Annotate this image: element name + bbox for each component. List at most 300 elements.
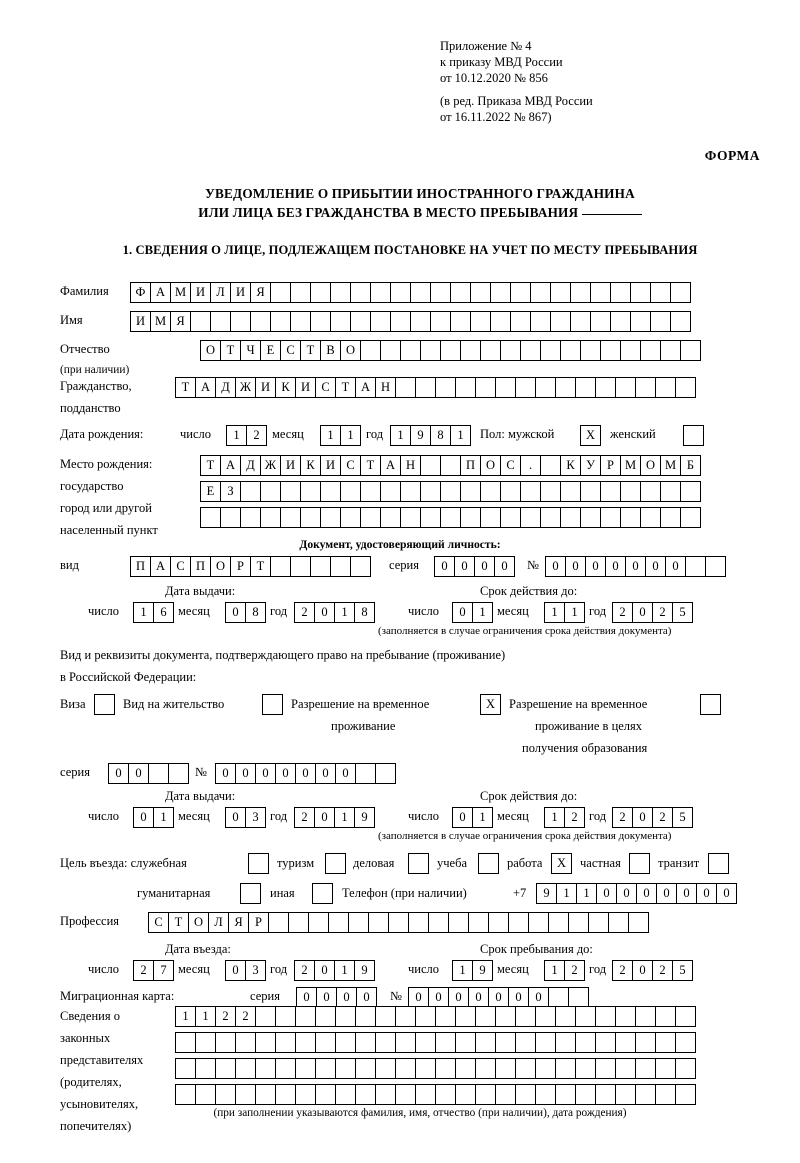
char-cell[interactable]: 0: [565, 556, 586, 577]
residence-permit-checkbox[interactable]: [262, 694, 283, 715]
char-cell[interactable]: [420, 455, 441, 476]
char-cell[interactable]: [355, 1032, 376, 1053]
stay-valid-day-input[interactable]: [452, 807, 492, 828]
char-cell[interactable]: К: [560, 455, 581, 476]
char-cell[interactable]: [560, 481, 581, 502]
char-cell[interactable]: [360, 340, 381, 361]
char-cell[interactable]: 0: [645, 556, 666, 577]
char-cell[interactable]: 1: [564, 602, 585, 623]
char-cell[interactable]: [268, 912, 289, 933]
char-cell[interactable]: [395, 1058, 416, 1079]
char-cell[interactable]: [190, 311, 211, 332]
char-cell[interactable]: Т: [335, 377, 356, 398]
char-cell[interactable]: [148, 763, 169, 784]
char-cell[interactable]: С: [500, 455, 521, 476]
char-cell[interactable]: [440, 481, 461, 502]
char-cell[interactable]: [350, 282, 371, 303]
char-cell[interactable]: [455, 1084, 476, 1105]
char-cell[interactable]: [230, 311, 251, 332]
char-cell[interactable]: [680, 340, 701, 361]
char-cell[interactable]: [595, 377, 616, 398]
char-cell[interactable]: О: [340, 340, 361, 361]
char-cell[interactable]: В: [320, 340, 341, 361]
char-cell[interactable]: И: [280, 455, 301, 476]
patronymic-input[interactable]: [200, 340, 700, 361]
char-cell[interactable]: 0: [225, 807, 246, 828]
char-cell[interactable]: [510, 282, 531, 303]
char-cell[interactable]: [490, 282, 511, 303]
char-cell[interactable]: [528, 912, 549, 933]
char-cell[interactable]: [520, 481, 541, 502]
char-cell[interactable]: [615, 1032, 636, 1053]
char-cell[interactable]: Ж: [260, 455, 281, 476]
char-cell[interactable]: [595, 1058, 616, 1079]
birth-day-input[interactable]: [226, 425, 266, 446]
char-cell[interactable]: [388, 912, 409, 933]
char-cell[interactable]: [580, 481, 601, 502]
char-cell[interactable]: [635, 1058, 656, 1079]
char-cell[interactable]: [370, 311, 391, 332]
legal-rep-line-3-input[interactable]: [175, 1058, 695, 1079]
char-cell[interactable]: И: [190, 282, 211, 303]
char-cell[interactable]: [515, 1084, 536, 1105]
char-cell[interactable]: Р: [600, 455, 621, 476]
char-cell[interactable]: [175, 1032, 196, 1053]
migration-series-input[interactable]: [296, 987, 376, 1008]
char-cell[interactable]: [375, 1084, 396, 1105]
char-cell[interactable]: [395, 377, 416, 398]
char-cell[interactable]: [500, 507, 521, 528]
char-cell[interactable]: [475, 1006, 496, 1027]
char-cell[interactable]: [450, 282, 471, 303]
char-cell[interactable]: [415, 377, 436, 398]
char-cell[interactable]: 2: [215, 1006, 236, 1027]
char-cell[interactable]: Т: [200, 455, 221, 476]
stay-until-day-input[interactable]: [452, 960, 492, 981]
char-cell[interactable]: А: [380, 455, 401, 476]
char-cell[interactable]: [448, 912, 469, 933]
char-cell[interactable]: [610, 282, 631, 303]
char-cell[interactable]: 0: [316, 987, 337, 1008]
char-cell[interactable]: [555, 1032, 576, 1053]
char-cell[interactable]: [455, 377, 476, 398]
char-cell[interactable]: 1: [133, 602, 154, 623]
char-cell[interactable]: [575, 1032, 596, 1053]
char-cell[interactable]: [175, 1058, 196, 1079]
char-cell[interactable]: 0: [335, 763, 356, 784]
char-cell[interactable]: О: [188, 912, 209, 933]
char-cell[interactable]: 0: [448, 987, 469, 1008]
char-cell[interactable]: [330, 311, 351, 332]
char-cell[interactable]: М: [170, 282, 191, 303]
char-cell[interactable]: 2: [294, 602, 315, 623]
char-cell[interactable]: 0: [632, 602, 653, 623]
char-cell[interactable]: [640, 340, 661, 361]
char-cell[interactable]: [310, 282, 331, 303]
entry-month-input[interactable]: [225, 960, 265, 981]
char-cell[interactable]: 0: [468, 987, 489, 1008]
doc-kind-input[interactable]: [130, 556, 370, 577]
char-cell[interactable]: [270, 282, 291, 303]
char-cell[interactable]: 0: [716, 883, 737, 904]
char-cell[interactable]: [255, 1006, 276, 1027]
char-cell[interactable]: 9: [410, 425, 431, 446]
char-cell[interactable]: [420, 481, 441, 502]
char-cell[interactable]: [435, 377, 456, 398]
char-cell[interactable]: [308, 912, 329, 933]
char-cell[interactable]: [428, 912, 449, 933]
char-cell[interactable]: 1: [472, 602, 493, 623]
char-cell[interactable]: 2: [564, 807, 585, 828]
char-cell[interactable]: 9: [536, 883, 557, 904]
char-cell[interactable]: 0: [314, 602, 335, 623]
char-cell[interactable]: [660, 507, 681, 528]
char-cell[interactable]: [255, 1084, 276, 1105]
char-cell[interactable]: 0: [356, 987, 377, 1008]
char-cell[interactable]: [355, 1058, 376, 1079]
char-cell[interactable]: 0: [225, 960, 246, 981]
char-cell[interactable]: [275, 1084, 296, 1105]
char-cell[interactable]: 0: [616, 883, 637, 904]
char-cell[interactable]: 0: [596, 883, 617, 904]
char-cell[interactable]: [255, 1058, 276, 1079]
char-cell[interactable]: [640, 481, 661, 502]
char-cell[interactable]: 2: [294, 960, 315, 981]
char-cell[interactable]: [535, 1084, 556, 1105]
char-cell[interactable]: 0: [296, 987, 317, 1008]
entry-day-input[interactable]: [133, 960, 173, 981]
char-cell[interactable]: [355, 1006, 376, 1027]
char-cell[interactable]: [655, 1032, 676, 1053]
char-cell[interactable]: 0: [314, 960, 335, 981]
char-cell[interactable]: А: [150, 282, 171, 303]
char-cell[interactable]: [600, 507, 621, 528]
char-cell[interactable]: [410, 282, 431, 303]
char-cell[interactable]: [375, 1006, 396, 1027]
char-cell[interactable]: [490, 311, 511, 332]
char-cell[interactable]: [460, 481, 481, 502]
char-cell[interactable]: Я: [228, 912, 249, 933]
char-cell[interactable]: [675, 377, 696, 398]
char-cell[interactable]: 8: [354, 602, 375, 623]
char-cell[interactable]: [290, 311, 311, 332]
char-cell[interactable]: 0: [676, 883, 697, 904]
char-cell[interactable]: [495, 1032, 516, 1053]
char-cell[interactable]: [590, 282, 611, 303]
char-cell[interactable]: М: [150, 311, 171, 332]
char-cell[interactable]: [660, 340, 681, 361]
char-cell[interactable]: [215, 1032, 236, 1053]
char-cell[interactable]: [280, 481, 301, 502]
char-cell[interactable]: 2: [652, 602, 673, 623]
char-cell[interactable]: 0: [632, 960, 653, 981]
doc-valid-day-input[interactable]: [452, 602, 492, 623]
char-cell[interactable]: [455, 1032, 476, 1053]
doc-issue-month-input[interactable]: [225, 602, 265, 623]
char-cell[interactable]: [375, 763, 396, 784]
char-cell[interactable]: Н: [375, 377, 396, 398]
char-cell[interactable]: 6: [153, 602, 174, 623]
char-cell[interactable]: 0: [632, 807, 653, 828]
char-cell[interactable]: 8: [245, 602, 266, 623]
char-cell[interactable]: [215, 1058, 236, 1079]
char-cell[interactable]: [435, 1058, 456, 1079]
char-cell[interactable]: И: [230, 282, 251, 303]
char-cell[interactable]: [530, 311, 551, 332]
char-cell[interactable]: 0: [295, 763, 316, 784]
char-cell[interactable]: 1: [334, 960, 355, 981]
char-cell[interactable]: [510, 311, 531, 332]
char-cell[interactable]: 1: [340, 425, 361, 446]
surname-input[interactable]: [130, 282, 690, 303]
char-cell[interactable]: И: [320, 455, 341, 476]
temp-residence-checkbox[interactable]: X: [480, 694, 501, 715]
char-cell[interactable]: К: [275, 377, 296, 398]
char-cell[interactable]: 1: [175, 1006, 196, 1027]
char-cell[interactable]: [335, 1032, 356, 1053]
char-cell[interactable]: [408, 912, 429, 933]
char-cell[interactable]: [575, 1006, 596, 1027]
char-cell[interactable]: [540, 507, 561, 528]
char-cell[interactable]: [615, 377, 636, 398]
char-cell[interactable]: 0: [434, 556, 455, 577]
char-cell[interactable]: 0: [128, 763, 149, 784]
char-cell[interactable]: 0: [452, 602, 473, 623]
char-cell[interactable]: [495, 1084, 516, 1105]
char-cell[interactable]: 0: [636, 883, 657, 904]
char-cell[interactable]: [420, 507, 441, 528]
char-cell[interactable]: [395, 1032, 416, 1053]
char-cell[interactable]: [355, 763, 376, 784]
char-cell[interactable]: [280, 507, 301, 528]
char-cell[interactable]: 9: [472, 960, 493, 981]
char-cell[interactable]: [670, 282, 691, 303]
char-cell[interactable]: [655, 377, 676, 398]
char-cell[interactable]: 0: [508, 987, 529, 1008]
char-cell[interactable]: [235, 1032, 256, 1053]
char-cell[interactable]: [410, 311, 431, 332]
char-cell[interactable]: С: [148, 912, 169, 933]
char-cell[interactable]: [370, 282, 391, 303]
char-cell[interactable]: Л: [208, 912, 229, 933]
char-cell[interactable]: 0: [275, 763, 296, 784]
char-cell[interactable]: 0: [314, 807, 335, 828]
char-cell[interactable]: У: [580, 455, 601, 476]
char-cell[interactable]: Т: [175, 377, 196, 398]
char-cell[interactable]: 8: [430, 425, 451, 446]
char-cell[interactable]: [680, 481, 701, 502]
char-cell[interactable]: [250, 311, 271, 332]
char-cell[interactable]: [375, 1032, 396, 1053]
char-cell[interactable]: [215, 1084, 236, 1105]
char-cell[interactable]: Ч: [240, 340, 261, 361]
stay-series-input[interactable]: [108, 763, 188, 784]
char-cell[interactable]: [460, 507, 481, 528]
doc-series-input[interactable]: [434, 556, 514, 577]
char-cell[interactable]: А: [220, 455, 241, 476]
char-cell[interactable]: [580, 507, 601, 528]
char-cell[interactable]: [600, 481, 621, 502]
char-cell[interactable]: [535, 1006, 556, 1027]
sex-female-checkbox[interactable]: [683, 425, 704, 446]
legal-rep-line-4-input[interactable]: [175, 1084, 695, 1105]
char-cell[interactable]: [295, 1058, 316, 1079]
char-cell[interactable]: Р: [230, 556, 251, 577]
char-cell[interactable]: [300, 481, 321, 502]
char-cell[interactable]: [595, 1032, 616, 1053]
char-cell[interactable]: 1: [320, 425, 341, 446]
char-cell[interactable]: С: [315, 377, 336, 398]
char-cell[interactable]: [628, 912, 649, 933]
char-cell[interactable]: Т: [168, 912, 189, 933]
char-cell[interactable]: [680, 507, 701, 528]
char-cell[interactable]: [655, 1006, 676, 1027]
char-cell[interactable]: [500, 340, 521, 361]
char-cell[interactable]: 1: [544, 807, 565, 828]
char-cell[interactable]: 0: [452, 807, 473, 828]
char-cell[interactable]: [435, 1006, 456, 1027]
char-cell[interactable]: [168, 763, 189, 784]
char-cell[interactable]: Т: [250, 556, 271, 577]
char-cell[interactable]: [570, 282, 591, 303]
purpose-work-checkbox[interactable]: X: [551, 853, 572, 874]
char-cell[interactable]: [568, 987, 589, 1008]
char-cell[interactable]: З: [220, 481, 241, 502]
purpose-private-checkbox[interactable]: [629, 853, 650, 874]
char-cell[interactable]: [468, 912, 489, 933]
char-cell[interactable]: [495, 1058, 516, 1079]
char-cell[interactable]: [540, 455, 561, 476]
char-cell[interactable]: 0: [656, 883, 677, 904]
char-cell[interactable]: [390, 282, 411, 303]
char-cell[interactable]: [310, 311, 331, 332]
char-cell[interactable]: 1: [195, 1006, 216, 1027]
char-cell[interactable]: 0: [528, 987, 549, 1008]
char-cell[interactable]: [495, 1006, 516, 1027]
char-cell[interactable]: Е: [200, 481, 221, 502]
char-cell[interactable]: [548, 912, 569, 933]
char-cell[interactable]: О: [200, 340, 221, 361]
char-cell[interactable]: [400, 481, 421, 502]
char-cell[interactable]: 1: [544, 602, 565, 623]
char-cell[interactable]: [470, 282, 491, 303]
char-cell[interactable]: [368, 912, 389, 933]
stay-valid-year-input[interactable]: [612, 807, 692, 828]
purpose-transit-checkbox[interactable]: [708, 853, 729, 874]
char-cell[interactable]: [290, 282, 311, 303]
char-cell[interactable]: [200, 507, 221, 528]
char-cell[interactable]: [175, 1084, 196, 1105]
char-cell[interactable]: [340, 507, 361, 528]
char-cell[interactable]: [520, 507, 541, 528]
char-cell[interactable]: [650, 311, 671, 332]
char-cell[interactable]: [430, 282, 451, 303]
char-cell[interactable]: [395, 1084, 416, 1105]
char-cell[interactable]: Я: [250, 282, 271, 303]
char-cell[interactable]: Д: [240, 455, 261, 476]
char-cell[interactable]: [220, 507, 241, 528]
char-cell[interactable]: 0: [225, 602, 246, 623]
char-cell[interactable]: [588, 912, 609, 933]
stay-issue-month-input[interactable]: [225, 807, 265, 828]
char-cell[interactable]: [520, 340, 541, 361]
char-cell[interactable]: [608, 912, 629, 933]
char-cell[interactable]: [240, 507, 261, 528]
birthplace-line-3-input[interactable]: [200, 507, 700, 528]
purpose-business-checkbox[interactable]: [408, 853, 429, 874]
profession-input[interactable]: [148, 912, 648, 933]
migration-number-input[interactable]: [408, 987, 588, 1008]
purpose-tourism-checkbox[interactable]: [325, 853, 346, 874]
char-cell[interactable]: [515, 377, 536, 398]
char-cell[interactable]: 1: [334, 807, 355, 828]
char-cell[interactable]: 1: [452, 960, 473, 981]
char-cell[interactable]: [615, 1006, 636, 1027]
purpose-study-checkbox[interactable]: [478, 853, 499, 874]
legal-rep-line-2-input[interactable]: [175, 1032, 695, 1053]
char-cell[interactable]: 0: [315, 763, 336, 784]
sex-male-checkbox[interactable]: X: [580, 425, 601, 446]
char-cell[interactable]: [620, 507, 641, 528]
char-cell[interactable]: [275, 1058, 296, 1079]
char-cell[interactable]: [615, 1058, 636, 1079]
doc-issue-year-input[interactable]: [294, 602, 374, 623]
char-cell[interactable]: [610, 311, 631, 332]
char-cell[interactable]: А: [150, 556, 171, 577]
char-cell[interactable]: [440, 507, 461, 528]
char-cell[interactable]: [488, 912, 509, 933]
char-cell[interactable]: А: [355, 377, 376, 398]
char-cell[interactable]: [260, 507, 281, 528]
char-cell[interactable]: [555, 1058, 576, 1079]
birth-month-input[interactable]: [320, 425, 360, 446]
char-cell[interactable]: [620, 340, 641, 361]
char-cell[interactable]: [480, 481, 501, 502]
char-cell[interactable]: [400, 507, 421, 528]
char-cell[interactable]: [315, 1006, 336, 1027]
char-cell[interactable]: [195, 1058, 216, 1079]
char-cell[interactable]: 9: [354, 807, 375, 828]
char-cell[interactable]: [435, 1032, 456, 1053]
char-cell[interactable]: [355, 1084, 376, 1105]
edu-residence-checkbox[interactable]: [700, 694, 721, 715]
char-cell[interactable]: М: [620, 455, 641, 476]
char-cell[interactable]: 0: [108, 763, 129, 784]
char-cell[interactable]: [390, 311, 411, 332]
char-cell[interactable]: [555, 377, 576, 398]
char-cell[interactable]: Ф: [130, 282, 151, 303]
char-cell[interactable]: [235, 1084, 256, 1105]
char-cell[interactable]: [580, 340, 601, 361]
char-cell[interactable]: О: [210, 556, 231, 577]
char-cell[interactable]: 0: [215, 763, 236, 784]
char-cell[interactable]: [590, 311, 611, 332]
char-cell[interactable]: [615, 1084, 636, 1105]
char-cell[interactable]: 5: [672, 602, 693, 623]
stay-until-year-input[interactable]: [612, 960, 692, 981]
char-cell[interactable]: [540, 481, 561, 502]
char-cell[interactable]: [290, 556, 311, 577]
char-cell[interactable]: 1: [390, 425, 411, 446]
char-cell[interactable]: [575, 377, 596, 398]
char-cell[interactable]: [420, 340, 441, 361]
char-cell[interactable]: 0: [408, 987, 429, 1008]
char-cell[interactable]: [655, 1058, 676, 1079]
char-cell[interactable]: 1: [472, 807, 493, 828]
char-cell[interactable]: [530, 282, 551, 303]
char-cell[interactable]: 1: [450, 425, 471, 446]
char-cell[interactable]: 2: [612, 807, 633, 828]
